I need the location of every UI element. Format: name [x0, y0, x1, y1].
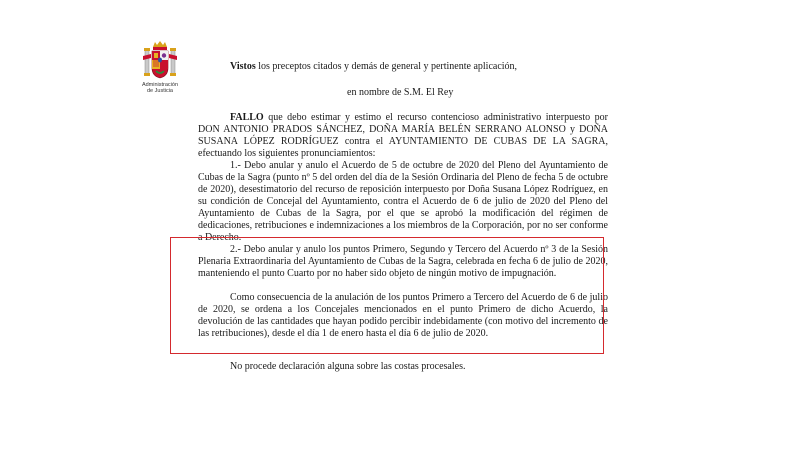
coat-of-arms-logo	[142, 40, 178, 94]
fallo-paragraph	[198, 112, 608, 160]
en-nombre-paragraph: en nombre de S.M. El Rey	[347, 87, 454, 98]
logo-caption-line2: de Justicia	[147, 88, 173, 94]
item1-paragraph: 1.- Debo anular y anulo el Acuerdo de 5 de octubre de 2020 del Pleno del Ayuntamiento de Cubas de la Sagra (punto nº 5 del orden del día de la Sesión Ordinaria del Pleno de fecha 5 de octubre de 2020), desestimatorio del recurso de reposición interpuesto por Doña Susana López Rodríguez, en su condición de Concejal del Ayuntamiento, contra el Acuerdo de 6 de julio de 2020 del Pleno del Ayuntamiento de Cubas de la Sagra, por el que se aprobó la modificación del régimen de dedicaciones, retribuciones e indemnizaciones a los miembros de la Corporación, por no ser conforme a Derecho.	[198, 160, 608, 243]
vistos-bold: Vistos	[230, 61, 256, 72]
highlight-box	[170, 237, 604, 354]
logo-caption-line1: Administración	[141, 82, 179, 88]
consecuencia-paragraph: Como consecuencia de la anulación de los puntos Primero a Tercero del Acuerdo de 6 de julio de 2020, se ordena a los Concejales mencionados en el punto Primero de dicho Acuerdo, la devolución de las cantidades que hayan podido percibir indebidamente (con motivo del incremento de las retribuciones), desde el día 1 de enero hasta el día 6 de julio de 2020.	[198, 292, 608, 339]
costas-paragraph: No procede declaración alguna sobre las costas procesales.	[230, 361, 466, 372]
fallo-bold: FALLO	[230, 112, 264, 123]
coat-of-arms-icon	[143, 40, 177, 80]
vistos-text: los preceptos citados y demás de general y pertinente aplicación,	[255, 61, 518, 72]
fallo-text: que debo estimar y estimo el recurso contencioso administrativo interpuesto por DON ANTONIO PRADOS SÁNCHEZ, DOÑA MARÍA BELÉN SERRANO ALONSO y DOÑA SUSANA LÓPEZ RODRÍGUEZ contra el AYUNTAMIENTO DE CUBAS DE LA SAGRA, efectuando los siguientes pronunciamientos:	[198, 112, 608, 159]
vistos-paragraph	[230, 61, 610, 73]
item2-paragraph: 2.- Debo anular y anulo los puntos Primero, Segundo y Tercero del Acuerdo nº 3 de la Sesión Plenaria Extraordinaria del Ayuntamiento de Cubas de la Sagra, celebrada en fecha 6 de julio de 2020, manteniendo el punto Cuarto por no haber sido objeto de ningún motivo de impugnación.	[198, 244, 608, 279]
